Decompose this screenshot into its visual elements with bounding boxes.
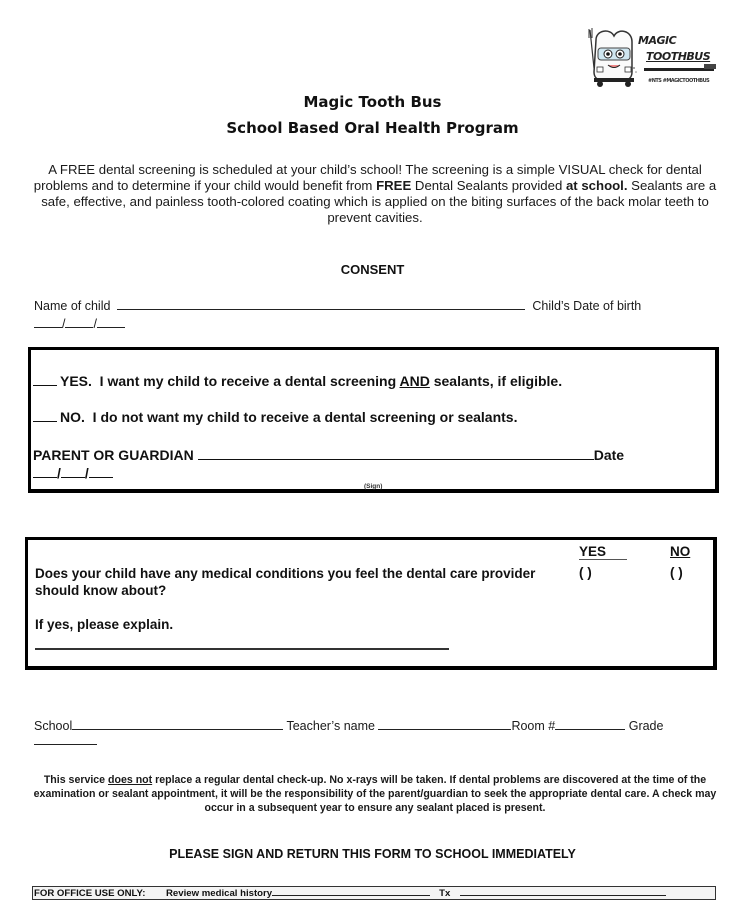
intro-text-3: Sealants are a safe, effective, and painless tooth-colored coating which is applied on the biting surfaces of the back molar teeth to prevent cavities. (41, 178, 717, 225)
review-history-label: Review medical history (166, 888, 273, 899)
guardian-signature-field[interactable] (198, 446, 594, 460)
consent-yes-label: YES. (60, 373, 92, 389)
sign-caption: (Sign) (364, 483, 383, 490)
logo-text-toothbus: TOOTHBUS (646, 50, 711, 63)
toothbrush-head-graphic (704, 64, 716, 69)
child-dob-day-field[interactable] (65, 316, 93, 328)
grade-field[interactable] (34, 733, 97, 745)
consent-box (28, 347, 719, 493)
school-field[interactable] (72, 718, 283, 730)
date-separator: / (84, 465, 89, 481)
dob-separator: / (62, 317, 66, 331)
medical-conditions-box (25, 537, 717, 670)
room-field[interactable] (555, 718, 625, 730)
guardian-label: PARENT OR GUARDIAN (33, 447, 194, 463)
child-name-field[interactable] (117, 298, 525, 310)
intro-text-2: Dental Sealants provided (411, 178, 566, 193)
program-title: Magic Tooth Bus (303, 93, 442, 111)
disclaimer-text-1: This service (43, 774, 109, 786)
medical-explain-label: If yes, please explain. (35, 617, 174, 632)
consent-no-checkbox[interactable] (33, 408, 57, 422)
intro-paragraph (30, 162, 720, 226)
consent-heading: CONSENT (340, 262, 405, 277)
dob-separator: / (93, 317, 97, 331)
child-dob-month-field[interactable] (34, 316, 62, 328)
return-form-notice: PLEASE SIGN AND RETURN THIS FORM TO SCHOOL IMMEDIATELY (169, 847, 576, 861)
consent-no-row (33, 408, 517, 425)
tooth-bus-mascot-icon (588, 28, 638, 90)
grade-label: Grade (628, 719, 664, 733)
intro-bold-at-school: at school. (565, 178, 628, 193)
program-subtitle: School Based Oral Health Program (226, 119, 519, 137)
consent-yes-text: I want my child to receive a dental screening (91, 373, 400, 389)
intro-bold-free: FREE (376, 178, 412, 193)
logo-tagline: #NTS #MAGICTOOTHBUS (648, 78, 710, 84)
child-info-row (34, 297, 734, 333)
medical-yes-checkbox[interactable]: ( ) (579, 565, 592, 580)
service-disclaimer (30, 773, 720, 815)
consent-yes-checkbox[interactable] (33, 372, 57, 386)
disclaimer-emphasis: does not (108, 774, 153, 786)
signature-date-row (33, 464, 113, 481)
tx-label: Tx (439, 888, 451, 899)
review-history-field[interactable] (272, 887, 430, 896)
office-use-box (32, 886, 716, 900)
magic-tooth-bus-logo (588, 26, 728, 94)
school-label: School (34, 719, 73, 733)
consent-no-label: NO. (60, 409, 85, 425)
teacher-field[interactable] (378, 718, 511, 730)
tx-field[interactable] (460, 887, 666, 896)
medical-yes-header: YES (579, 544, 627, 560)
child-name-label: Name of child (34, 299, 111, 313)
office-use-label: FOR OFFICE USE ONLY: (34, 888, 146, 899)
child-dob-year-field[interactable] (97, 316, 125, 328)
medical-no-header: NO (670, 544, 691, 559)
sign-date-day-field[interactable] (61, 464, 85, 478)
date-separator: / (57, 465, 61, 481)
school-info-row (34, 717, 734, 735)
room-label: Room # (511, 719, 556, 733)
medical-no-checkbox[interactable]: ( ) (670, 565, 683, 580)
consent-yes-emphasis: AND (399, 373, 430, 389)
date-label: Date (593, 447, 625, 463)
intro-text-1: A FREE dental screening is scheduled at your child’s school! The screening is a simple VISUAL check for dental problems and to determine if your child would benefit from (33, 162, 702, 193)
consent-yes-text-end: sealants, if eligible. (429, 373, 563, 389)
child-dob-label: Child’s Date of birth (532, 299, 642, 313)
consent-no-text: I do not want my child to receive a dental screening or sealants. (84, 409, 518, 425)
consent-yes-row (33, 372, 562, 389)
logo-text-magic: MAGIC (638, 34, 677, 47)
medical-question: Does your child have any medical conditions you feel the dental care provider should know about? (35, 566, 536, 598)
teacher-label: Teacher’s name (286, 719, 375, 733)
sign-date-year-field[interactable] (89, 464, 113, 478)
medical-explain-field[interactable] (35, 648, 449, 650)
disclaimer-text-2: replace a regular dental check-up. No x-rays will be taken. If dental problems are discovered at the time of the examination or sealant appointment, it will be the responsibility of the parent/guardian to seek the appropriate dental care. A check may occur in a subsequent year to ensure any sealant placed is present. (33, 774, 717, 814)
sign-date-month-field[interactable] (33, 464, 57, 478)
guardian-signature-row (33, 446, 624, 463)
